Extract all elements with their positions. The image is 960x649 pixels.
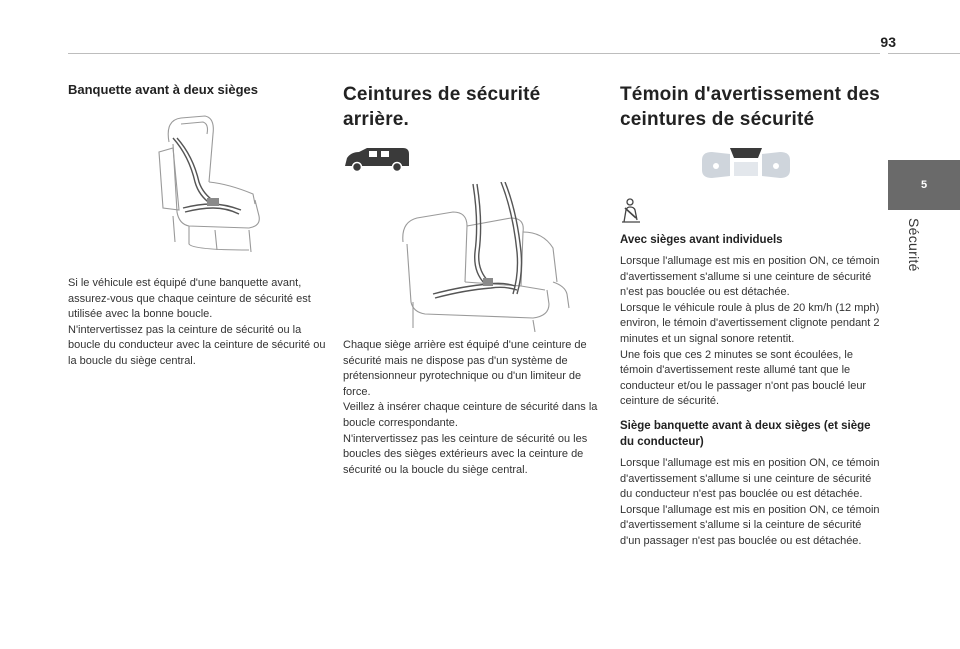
individual-seats-paragraph-3: Une fois que ces 2 minutes se sont écoulées, le témoin d'avertissement reste allumé tant que le conducteur et/ou le passager n'ont pas bouclé leur ceinture de sécurité.: [620, 348, 867, 408]
bench-seat-heading: Siège banquette avant à deux sièges (et siège du conducteur): [620, 419, 871, 448]
top-rule: [68, 53, 880, 54]
page-number: 93: [880, 34, 896, 50]
column-rear-belts: [343, 82, 605, 478]
bench-seat-paragraph-2: Lorsque l'allumage est mis en position ON, ce témoin d'avertissement s'allume si la ceinture de sécurité d'un passager n'est pas bouclée ou est détachée.: [620, 503, 880, 547]
instrument-panel-icon: [700, 146, 792, 186]
rear-belts-title: Ceintures de sécurité arrière.: [343, 84, 541, 130]
individual-seats-heading: Avec sièges avant individuels: [620, 234, 783, 246]
individual-seats-paragraph-1: Lorsque l'allumage est mis en position ON, ce témoin d'avertissement s'allume si une ceinture de sécurité n'est pas bouclée ou est détachée.: [620, 255, 880, 299]
rear-belts-paragraph-3: N'intervertissez pas les ceinture de sécurité ou les boucles des sièges extérieurs avec la ceinture de sécurité ou la boucle du siège central.: [343, 432, 588, 476]
rear-belts-paragraph-2: Veillez à insérer chaque ceinture de sécurité dans la boucle correspondante.: [343, 401, 598, 429]
warning-light-title: Témoin d'avertissement des ceintures de sécurité: [620, 84, 880, 130]
individual-seats-paragraph-2: Lorsque le véhicule roule à plus de 20 km/h (12 mph) environ, le témoin d'avertissement clignote pendant 2 minutes et un signal sonore retentit.: [620, 301, 880, 345]
rear-seat-belts-illustration: [393, 182, 573, 332]
rear-belts-paragraph-1: Chaque siège arrière est équipé d'une ceinture de sécurité mais ne dispose pas d'un système de prétensionneur pyrotechnique ou d'un limiteur de force.: [343, 339, 587, 398]
tab-rule: [888, 53, 960, 54]
van-icon: [343, 144, 411, 174]
front-bench-paragraph-2: N'intervertissez pas la ceinture de sécurité ou la boucle du conducteur avec la ceinture de sécurité ou la boucle du siège central.: [68, 323, 326, 367]
chapter-tab[interactable]: [888, 160, 960, 210]
bench-seat-paragraph-1: Lorsque l'allumage est mis en position ON, ce témoin d'avertissement s'allume si une ceinture de sécurité du conducteur n'est pas bouclée ou est détachée.: [620, 456, 880, 501]
chapter-label: Sécurité: [906, 218, 922, 272]
front-bench-paragraph-1: Si le véhicule est équipé d'une banquette avant, assurez-vous que chaque ceinture de sécurité est utilisée avec la bonne boucle.: [68, 277, 311, 321]
column-warning-light: [620, 82, 882, 558]
chapter-number: 5: [920, 179, 928, 191]
column-front-bench: [68, 82, 330, 370]
front-bench-seat-illustration: [129, 112, 269, 254]
seatbelt-warning-icon: [620, 198, 642, 224]
front-bench-heading: Banquette avant à deux sièges: [68, 82, 259, 97]
